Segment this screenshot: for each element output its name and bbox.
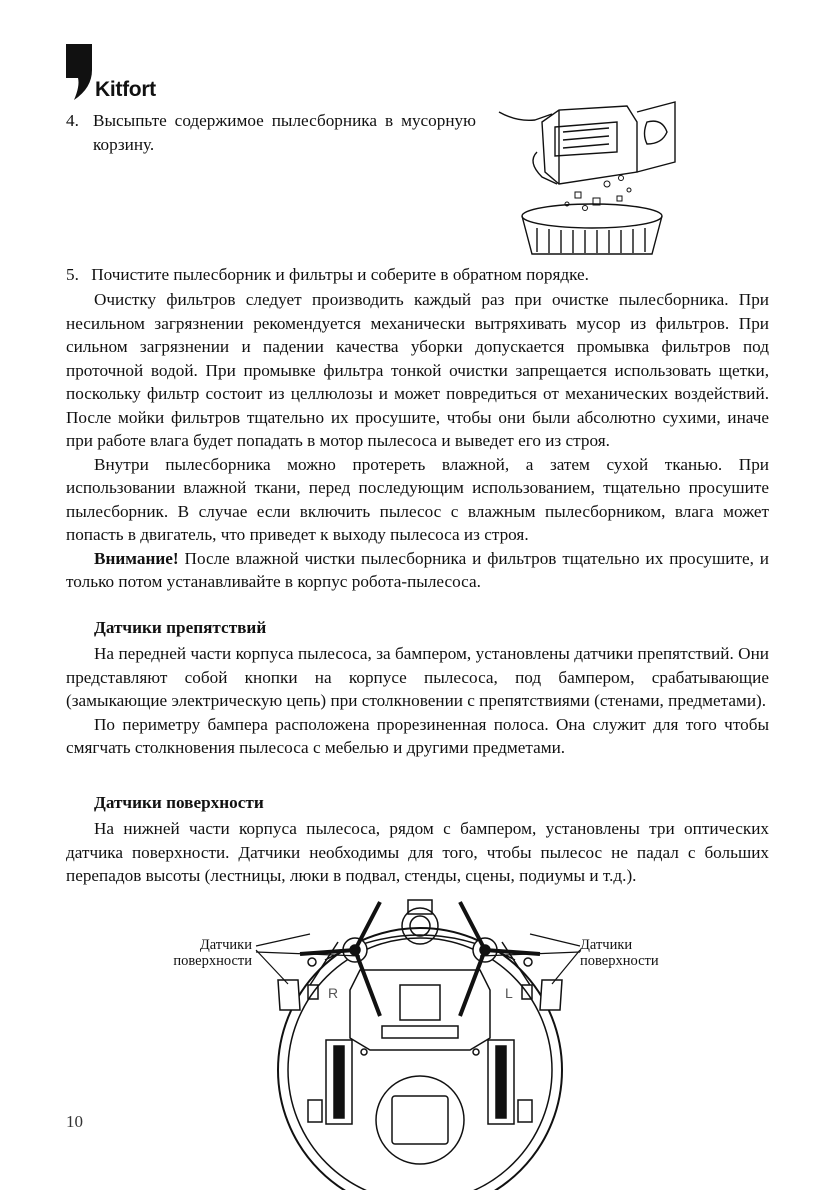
brand-name: Kitfort: [95, 78, 156, 101]
dustbin-emptying-illustration: [497, 92, 677, 257]
obstacle-sensors-section: [66, 642, 769, 760]
obstacle-sensors-heading: Датчики препятствий: [94, 618, 267, 637]
callout-right-line2: поверхности: [580, 953, 659, 969]
surface-sensors-p1: На нижней части корпуса пылесоса, рядом с бампером, установлены три оптических датчика поверхности. Датчики необходимы для того, чтобы пылесос не падал с больших перепадов высоты (лестницы, люки в подвал, стенды, сцены, подиумы и т.д.).: [66, 819, 769, 885]
warning-label: Внимание!: [94, 548, 179, 568]
callout-left-line1: Датчики: [199, 937, 252, 953]
wipe-paragraph: Внутри пылесборника можно протереть влажной, а затем сухой тканью. При использовании влажной ткани, перед последующим использованием, тщательно просушите пылесборник. В случае если включить пылесос с влажным пылесборником, влага может попасть в двигатель, что приведет к выходу пылесоса из строя.: [66, 454, 769, 544]
filters-section: [66, 288, 769, 594]
callout-left-line2: поверхности: [173, 953, 252, 969]
surface-sensors-heading: Датчики поверхности: [94, 793, 264, 812]
callout-right-line1: Датчики: [580, 937, 633, 953]
brush-right-mark: R: [328, 985, 339, 1001]
surface-sensors-section: [66, 817, 769, 888]
step-4: [66, 109, 476, 156]
warning-paragraph: [66, 547, 769, 594]
obstacle-sensors-p1: На передней части корпуса пылесоса, за бампером, установлены датчики препятствий. Они представляют собой кнопки на корпусе пылесоса, под бампером, срабатывающие (замыкающие электрическую цепь) при столкновении с препятствиями (стенами, предметами).: [66, 644, 769, 710]
warning-text: После влажной чистки пылесборника и фильтров тщательно их просушите, и только потом устанавливайте в корпус робота-пылесоса.: [66, 548, 769, 591]
brand-logo: [66, 44, 156, 100]
step-5-text: Почистите пылесборник и фильтры и соберите в обратном порядке.: [91, 265, 589, 284]
step-5: [66, 263, 589, 287]
brush-left-mark: L: [505, 985, 513, 1001]
step-4-number: 4.: [66, 111, 79, 130]
step-5-number: 5.: [66, 265, 79, 284]
kitfort-logo-icon: [66, 44, 92, 100]
robot-underside-illustration: [160, 890, 680, 1190]
obstacle-sensors-p2: По периметру бампера расположена прорезиненная полоса. Она служит для того чтобы смягчать столкновения пылесоса с мебелью и другими предметами.: [66, 714, 769, 757]
page-number: 10: [66, 1112, 83, 1131]
filters-paragraph: Очистку фильтров следует производить каждый раз при очистке пылесборника. При несильном загрязнении рекомендуется механически вытряхивать мусор из фильтров. При сильном загрязнении и падении качества уборки допускается промывка фильтров под проточной водой. При промывке фильтра тонкой очистки запрещается использовать щетки, поскольку фильтр состоит из целлюлозы и может повредиться от механических воздействий. После мойки фильтров тщательно их просушите, чтобы они были абсолютно сухими, иначе при работе влага будет попадать в мотор пылесоса и выведет его из строя.: [66, 290, 769, 450]
step-4-text: Высыпьте содержимое пылесборника в мусорную корзину.: [93, 111, 476, 154]
